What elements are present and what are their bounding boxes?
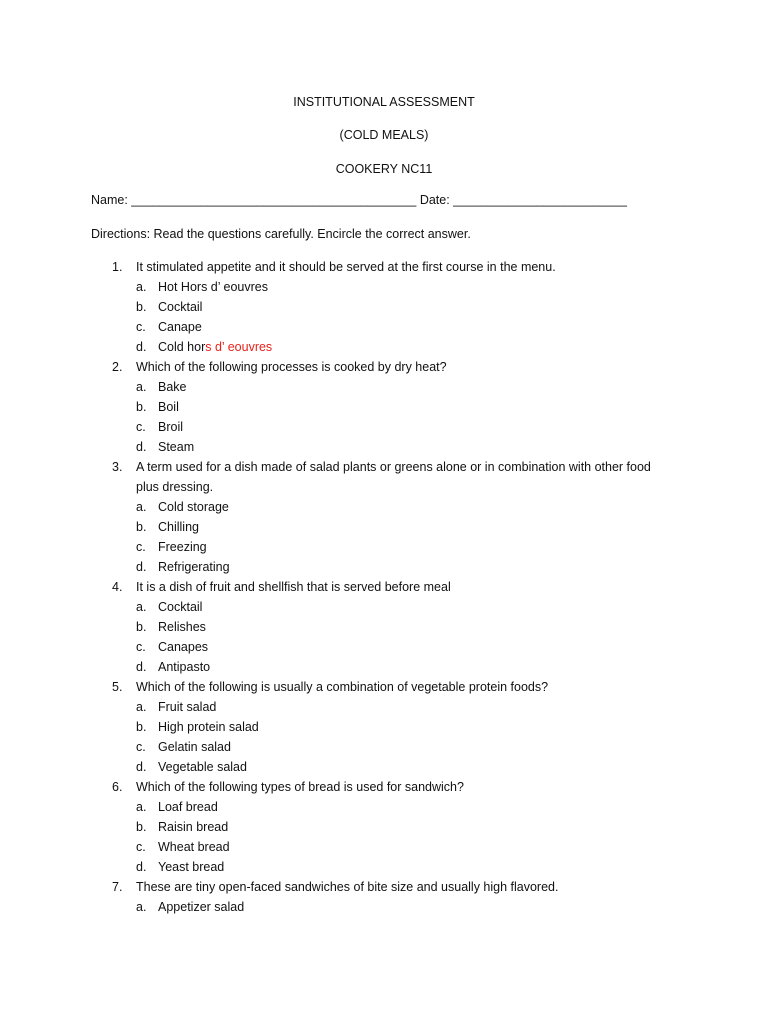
option-text: Canapes bbox=[158, 640, 209, 654]
option-text: Wheat bread bbox=[158, 840, 230, 854]
answer-option[interactable] bbox=[0, 757, 768, 777]
answer-option[interactable] bbox=[0, 737, 768, 757]
question-number: 3. bbox=[112, 460, 123, 474]
answer-option[interactable] bbox=[0, 897, 768, 917]
question-text: Which of the following types of bread is used for sandwich? bbox=[136, 780, 464, 794]
question-7 bbox=[0, 877, 768, 897]
question-number: 2. bbox=[112, 360, 123, 374]
answer-option[interactable] bbox=[0, 797, 768, 817]
question-text: These are tiny open-faced sandwiches of bite size and usually high flavored. bbox=[136, 880, 559, 894]
option-text: Fruit salad bbox=[158, 700, 217, 714]
answer-option[interactable] bbox=[0, 837, 768, 857]
answer-option[interactable] bbox=[0, 817, 768, 837]
answer-option[interactable] bbox=[0, 317, 768, 337]
question-text: It is a dish of fruit and shellfish that is served before meal bbox=[136, 580, 451, 594]
option-letter: c. bbox=[136, 740, 146, 754]
option-letter: d. bbox=[136, 560, 147, 574]
option-text: Appetizer salad bbox=[158, 900, 245, 914]
answer-option[interactable] bbox=[0, 417, 768, 437]
option-text: Bake bbox=[158, 380, 187, 394]
question-number: 4. bbox=[112, 580, 123, 594]
name-field[interactable]: Name: _________________________________________ bbox=[91, 193, 417, 207]
answer-option[interactable] bbox=[0, 277, 768, 297]
option-letter: d. bbox=[136, 660, 147, 674]
option-text-normal: Cold hor bbox=[158, 340, 206, 354]
option-text: Hot Hors d’ eouvres bbox=[158, 280, 268, 294]
option-letter: a. bbox=[136, 700, 147, 714]
option-text: Vegetable salad bbox=[158, 760, 247, 774]
question-number: 1. bbox=[112, 260, 123, 274]
option-text: Canape bbox=[158, 320, 202, 334]
option-text: Cold storage bbox=[158, 500, 229, 514]
answer-option[interactable] bbox=[0, 497, 768, 517]
option-text: Gelatin salad bbox=[158, 740, 231, 754]
date-field[interactable]: Date: _________________________ bbox=[419, 193, 627, 207]
question-number: 6. bbox=[112, 780, 123, 794]
question-6 bbox=[0, 777, 768, 797]
answer-option[interactable] bbox=[0, 397, 768, 417]
answer-option[interactable] bbox=[0, 377, 768, 397]
option-letter: c. bbox=[136, 320, 146, 334]
course-title: COOKERY NC11 bbox=[335, 162, 433, 176]
option-letter: b. bbox=[136, 520, 147, 534]
option-letter: c. bbox=[136, 840, 146, 854]
option-text bbox=[158, 337, 272, 357]
answer-option[interactable] bbox=[0, 557, 768, 577]
option-letter: b. bbox=[136, 620, 147, 634]
answer-option[interactable] bbox=[0, 717, 768, 737]
answer-option[interactable] bbox=[0, 337, 768, 357]
option-text: Loaf bread bbox=[158, 800, 218, 814]
option-text: Refrigerating bbox=[158, 560, 230, 574]
option-text: High protein salad bbox=[158, 720, 259, 734]
option-letter: d. bbox=[136, 340, 147, 354]
option-letter: d. bbox=[136, 760, 147, 774]
option-letter: d. bbox=[136, 440, 147, 454]
question-list bbox=[0, 257, 768, 917]
answer-option[interactable] bbox=[0, 617, 768, 637]
directions: Directions: Read the questions carefully. Encircle the correct answer. bbox=[91, 227, 471, 241]
option-text: Chilling bbox=[158, 520, 199, 534]
question-number: 5. bbox=[112, 680, 123, 694]
answer-option[interactable] bbox=[0, 857, 768, 877]
option-letter: b. bbox=[136, 300, 147, 314]
option-letter: b. bbox=[136, 720, 147, 734]
option-letter: c. bbox=[136, 640, 146, 654]
answer-option[interactable] bbox=[0, 637, 768, 657]
answer-option[interactable] bbox=[0, 537, 768, 557]
question-text: A term used for a dish made of salad plants or greens alone or in combination with other food plus dressing. bbox=[136, 460, 651, 494]
answer-option[interactable] bbox=[0, 697, 768, 717]
name-date-row bbox=[91, 190, 627, 210]
question-4 bbox=[0, 577, 768, 597]
option-letter: b. bbox=[136, 820, 147, 834]
answer-option[interactable] bbox=[0, 517, 768, 537]
option-text: Cocktail bbox=[158, 300, 203, 314]
question-text: It stimulated appetite and it should be served at the first course in the menu. bbox=[136, 260, 556, 274]
question-text: Which of the following processes is cooked by dry heat? bbox=[136, 360, 447, 374]
option-letter: d. bbox=[136, 860, 147, 874]
option-text: Steam bbox=[158, 440, 195, 454]
question-5 bbox=[0, 677, 768, 697]
option-letter: a. bbox=[136, 280, 147, 294]
question-2 bbox=[0, 357, 768, 377]
option-text: Yeast bread bbox=[158, 860, 225, 874]
question-number: 7. bbox=[112, 880, 123, 894]
option-letter: a. bbox=[136, 500, 147, 514]
option-letter: a. bbox=[136, 800, 147, 814]
answer-option[interactable] bbox=[0, 437, 768, 457]
question-3 bbox=[0, 457, 768, 497]
answer-option[interactable] bbox=[0, 297, 768, 317]
option-letter: c. bbox=[136, 420, 146, 434]
question-text: Which of the following is usually a combination of vegetable protein foods? bbox=[136, 680, 549, 694]
option-letter: a. bbox=[136, 600, 147, 614]
option-letter: c. bbox=[136, 540, 146, 554]
option-letter: b. bbox=[136, 400, 147, 414]
option-text: Relishes bbox=[158, 620, 206, 634]
answer-option[interactable] bbox=[0, 597, 768, 617]
document-subtitle: (COLD MEALS) bbox=[339, 128, 429, 142]
option-text: Raisin bread bbox=[158, 820, 229, 834]
document-title: INSTITUTIONAL ASSESSMENT bbox=[293, 95, 475, 109]
option-text: Cocktail bbox=[158, 600, 203, 614]
option-text: Antipasto bbox=[158, 660, 211, 674]
option-text: Freezing bbox=[158, 540, 207, 554]
option-text-highlight: s d’ eouvres bbox=[205, 340, 273, 354]
option-letter: a. bbox=[136, 900, 147, 914]
option-letter: a. bbox=[136, 380, 147, 394]
question-1 bbox=[0, 257, 768, 277]
option-text: Boil bbox=[158, 400, 179, 414]
answer-option[interactable] bbox=[0, 657, 768, 677]
option-text: Broil bbox=[158, 420, 184, 434]
